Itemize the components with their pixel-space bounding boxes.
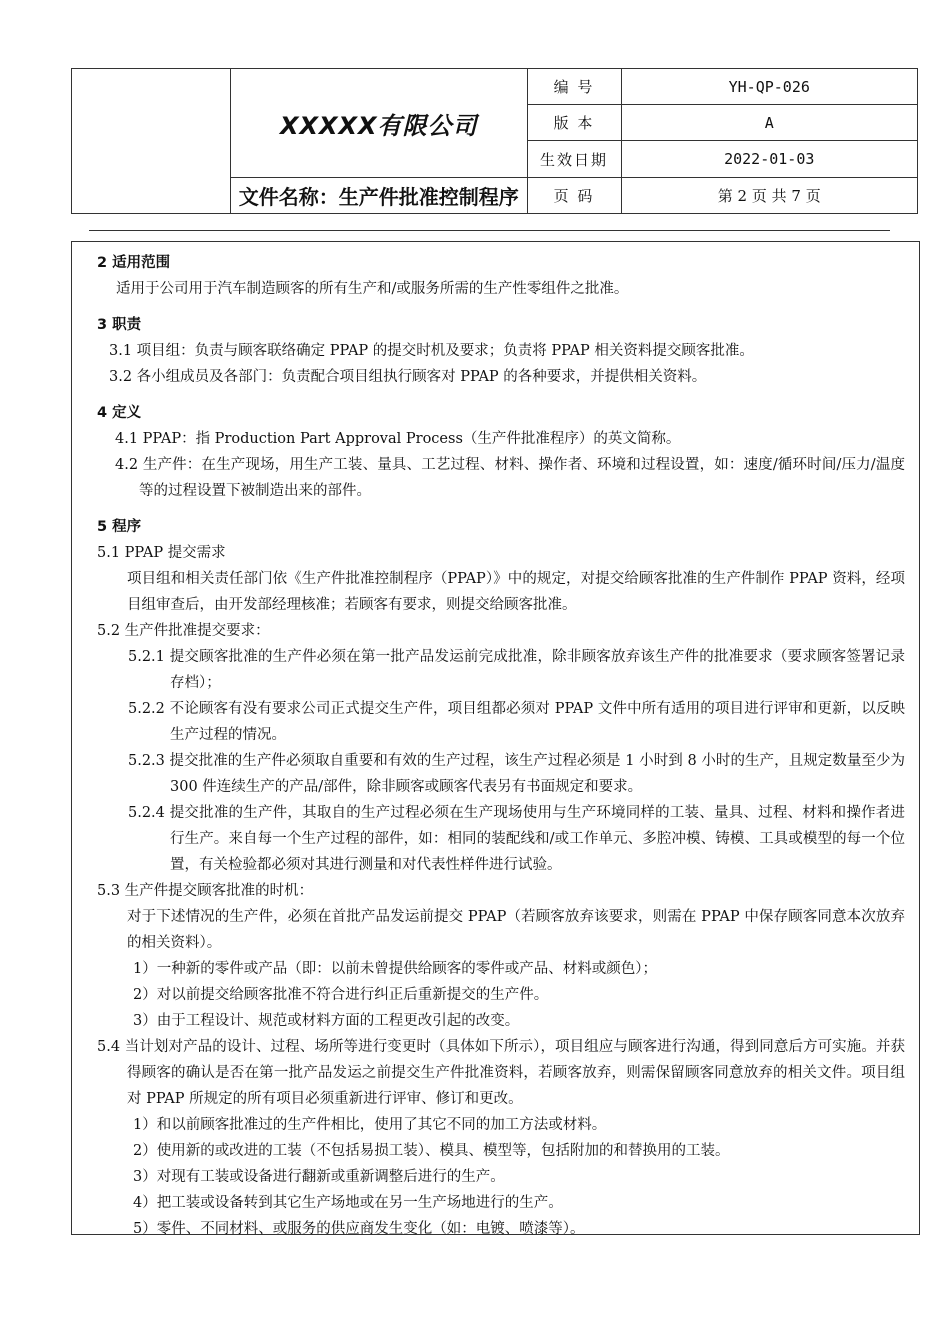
- section-2-text: 适用于公司用于汽车制造顾客的所有生产和/或服务所需的生产性零组件之批准。: [116, 281, 629, 297]
- header-divider: [89, 230, 890, 231]
- section-5-heading: 5 程序: [97, 519, 142, 535]
- company-name: XXXXX有限公司: [231, 69, 528, 178]
- clause-5-2-4: 5.2.4 提交批准的生产件，其取自的生产过程必须在生产现场使用与生产环境同样的工装、量具、过程、材料和操作者进行生产。来自每一个生产过程的部件，如：相同的装配线和/或工作单元、多腔冲模、铸模、工具或模型的每一个位置，有关检验都必须对其进行测量和对代表性样件进行试验。: [128, 805, 905, 873]
- clause-5-2-2: 5.2.2 不论顾客有没有要求公司正式提交生产件，项目组都必须对 PPAP 文件中所有适用的项目进行评审和更新，以反映生产过程的情况。: [128, 701, 905, 743]
- logo-placeholder-cell: [72, 69, 231, 214]
- section-2-heading: 2 适用范围: [97, 255, 171, 271]
- version-value: A: [621, 105, 918, 141]
- clause-5-4: 5.4 当计划对产品的设计、过程、场所等进行变更时（具体如下所示），项目组应与顾客进行沟通，得到同意后方可实施。并获得顾客的确认是否在第一批产品发运之前提交生产件批准资料，若顾客放弃，则需保留顾客同意放弃的相关文件。项目组对 PPAP 所规定的所有项目必须重新进行评审、修订和更改。: [97, 1039, 905, 1107]
- clause-5-1-heading: 5.1 PPAP 提交需求: [97, 545, 226, 561]
- page-number-value: 第 2 页 共 7 页: [621, 178, 918, 214]
- clause-5-3-heading: 5.3 生产件提交顾客批准的时机：: [97, 883, 314, 899]
- effective-date-label: 生效日期: [527, 141, 621, 178]
- list-item: 5）零件、不同材料、或服务的供应商发生变化（如：电镀、喷漆等）。: [133, 1221, 585, 1237]
- document-title: 文件名称：生产件批准控制程序: [231, 178, 528, 214]
- list-item: 1）和以前顾客批准过的生产件相比，使用了其它不同的加工方法或材料。: [133, 1117, 607, 1133]
- clause-3-1: 3.1 项目组：负责与顾客联络确定 PPAP 的提交时机及要求；负责将 PPAP 相关资料提交顾客批准。: [109, 343, 754, 359]
- document-header-table: [71, 68, 918, 214]
- clause-5-1-text: 项目组和相关责任部门依《生产件批准控制程序（PPAP）》中的规定，对提交给顾客批准的生产件制作 PPAP 资料，经项目组审查后，由开发部经理核准；若顾客有要求，则提交给顾客批准。: [127, 571, 905, 613]
- version-label: 版 本: [527, 105, 621, 141]
- document-body: [97, 250, 905, 1242]
- clause-3-2: 3.2 各小组成员及各部门：负责配合项目组执行顾客对 PPAP 的各种要求，并提供相关资料。: [109, 369, 707, 385]
- clause-5-2-3: 5.2.3 提交批准的生产件必须取自重要和有效的生产过程，该生产过程必须是 1 小时到 8 小时的生产，且规定数量至少为 300 件连续生产的产品/部件，除非顾客或顾客代表另有书面规定和要求。: [128, 753, 905, 795]
- clause-4-2: 4.2 生产件：在生产现场，用生产工装、量具、工艺过程、材料、操作者、环境和过程设置，如：速度/循环时间/压力/温度等的过程设置下被制造出来的部件。: [115, 457, 905, 499]
- list-item: 3）由于工程设计、规范或材料方面的工程更改引起的改变。: [133, 1013, 520, 1029]
- list-item: 2）对以前提交给顾客批准不符合进行纠正后重新提交的生产件。: [133, 987, 549, 1003]
- list-item: 1）一种新的零件或产品（即：以前未曾提供给顾客的零件或产品、材料或颜色）；: [133, 961, 657, 977]
- effective-date-value: 2022-01-03: [621, 141, 918, 178]
- section-4-heading: 4 定义: [97, 405, 142, 421]
- clause-5-2-1: 5.2.1 提交顾客批准的生产件必须在第一批产品发运前完成批准，除非顾客放弃该生产件的批准要求（要求顾客签署记录存档）；: [128, 649, 905, 691]
- list-item: 3）对现有工装或设备进行翻新或重新调整后进行的生产。: [133, 1169, 505, 1185]
- page-label: 页 码: [527, 178, 621, 214]
- doc-number-label: 编 号: [527, 69, 621, 105]
- clause-5-3-text: 对于下述情况的生产件，必须在首批产品发运前提交 PPAP（若顾客放弃该要求，则需在 PPAP 中保存顾客同意本次放弃的相关资料）。: [127, 909, 905, 951]
- clause-5-2-heading: 5.2 生产件批准提交要求：: [97, 623, 270, 639]
- section-3-heading: 3 职责: [97, 317, 142, 333]
- list-item: 4）把工装或设备转到其它生产场地或在另一生产场地进行的生产。: [133, 1195, 563, 1211]
- doc-number-value: YH-QP-026: [621, 69, 918, 105]
- clause-4-1: 4.1 PPAP：指 Production Part Approval Process（生产件批准程序）的英文简称。: [115, 431, 681, 447]
- list-item: 2）使用新的或改进的工装（不包括易损工装）、模具、模型等，包括附加的和替换用的工装。: [133, 1143, 730, 1159]
